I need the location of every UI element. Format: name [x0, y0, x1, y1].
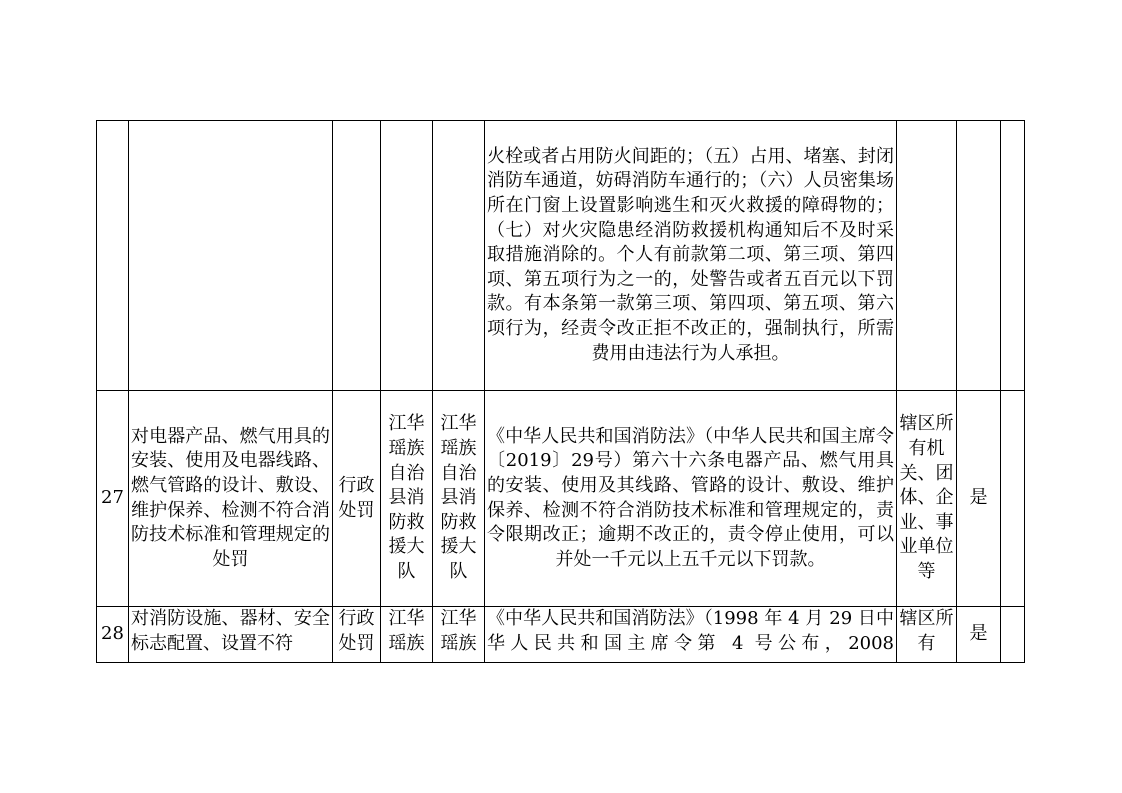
table-row: [97, 121, 1025, 391]
enforcement-subject: [381, 121, 433, 391]
enforcement-subject: 江华瑶族: [381, 607, 433, 663]
enforcement-subject: 江华瑶族自治县消防救援大队: [381, 391, 433, 607]
legal-basis: 《中华人民共和国消防法》（中华人民共和国主席令〔2019〕29号）第六十六条电器产品、燃气用具的安装、使用及其线路、管路的设计、敷设、维护保养、检测不符合消防技术标准和管理规定的，责令限期改正；逾期不改正的，责令停止使用，可以并处一千元以上五千元以下罚款。: [485, 391, 897, 607]
yes-flag: 是: [957, 607, 1001, 663]
table-row: [97, 391, 1025, 607]
implementing-body: 江华瑶族: [433, 607, 485, 663]
note-cell: [1001, 607, 1025, 663]
row-number: 28: [97, 607, 129, 663]
table-row: [97, 607, 1025, 663]
row-number: 27: [97, 391, 129, 607]
applicable-scope: 辖区所有机关、团体、企业、事业单位等: [897, 391, 957, 607]
item-type: 行政处罚: [333, 607, 381, 663]
note-cell: [1001, 121, 1025, 391]
implementing-body: [433, 121, 485, 391]
row-number: [97, 121, 129, 391]
legal-basis: 火栓或者占用防火间距的；（五）占用、堵塞、封闭消防车通道，妨碍消防车通行的；（六）人员密集场所在门窗上设置影响逃生和灭火救援的障碍物的；（七）对火灾隐患经消防救援机构通知后不及时采取措施消除的。个人有前款第二项、第三项、第四项、第五项行为之一的，处警告或者五百元以下罚款。有本条第一款第三项、第四项、第五项、第六项行为，经责令改正拒不改正的，强制执行，所需费用由违法行为人承担。: [485, 121, 897, 391]
implementing-body: 江华瑶族自治县消防救援大队: [433, 391, 485, 607]
yes-flag: [957, 121, 1001, 391]
applicable-scope: [897, 121, 957, 391]
legal-basis: 《中华人民共和国消防法》（1998 年 4 月 29 日中华人民共和国主席令第 4 号公布，2008: [485, 607, 897, 663]
item-type: [333, 121, 381, 391]
item-name: 对电器产品、燃气用具的安装、使用及电器线路、燃气管路的设计、敷设、维护保养、检测不符合消防技术标准和管理规定的处罚: [129, 391, 333, 607]
enforcement-table: [96, 120, 1025, 663]
item-type: 行政处罚: [333, 391, 381, 607]
yes-flag: 是: [957, 391, 1001, 607]
note-cell: [1001, 391, 1025, 607]
applicable-scope: 辖区所有: [897, 607, 957, 663]
item-name: 对消防设施、器材、安全标志配置、设置不符: [129, 607, 333, 663]
item-name: [129, 121, 333, 391]
